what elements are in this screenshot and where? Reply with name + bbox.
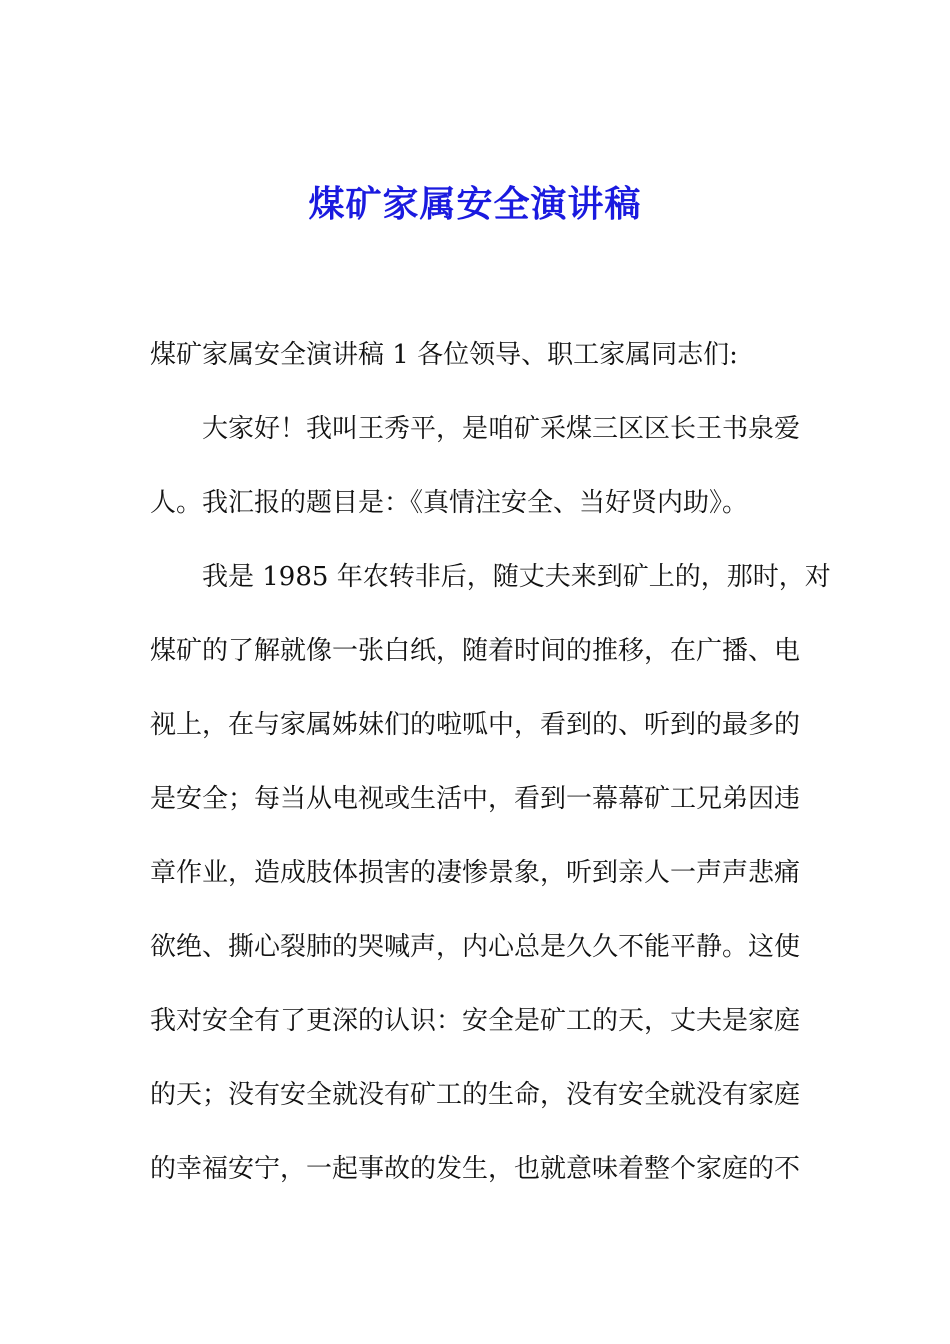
text-line: 章作业，造成肢体损害的凄惨景象，听到亲人一声声悲痛 [150,858,801,888]
text-line: 大家好！我叫王秀平，是咱矿采煤三区区长王书泉爱 [202,414,801,444]
text-line: 是安全；每当从电视或生活中，看到一幕幕矿工兄弟因违 [150,784,801,814]
text-line: 我是 1985 年农转非后，随丈夫来到矿上的，那时，对 [202,562,831,592]
text-line: 欲绝、撕心裂肺的哭喊声，内心总是久久不能平静。这使 [150,932,801,962]
text-line: 的天；没有安全就没有矿工的生命，没有安全就没有家庭 [150,1080,801,1110]
text-line: 人。我汇报的题目是：《真情注安全、当好贤内助》。 [150,488,749,518]
text-line: 视上，在与家属姊妹们的啦呱中，看到的、听到的最多的 [150,710,801,740]
document-title: 煤矿家属安全演讲稿 [308,183,642,225]
document-body [150,318,831,1206]
text-line: 我对安全有了更深的认识：安全是矿工的天，丈夫是家庭 [150,1006,801,1036]
text-line: 煤矿家属安全演讲稿 1 各位领导、职工家属同志们: [150,340,738,370]
text-line: 的幸福安宁，一起事故的发生，也就意味着整个家庭的不 [150,1154,801,1184]
text-line: 煤矿的了解就像一张白纸，随着时间的推移，在广播、电 [150,636,801,666]
